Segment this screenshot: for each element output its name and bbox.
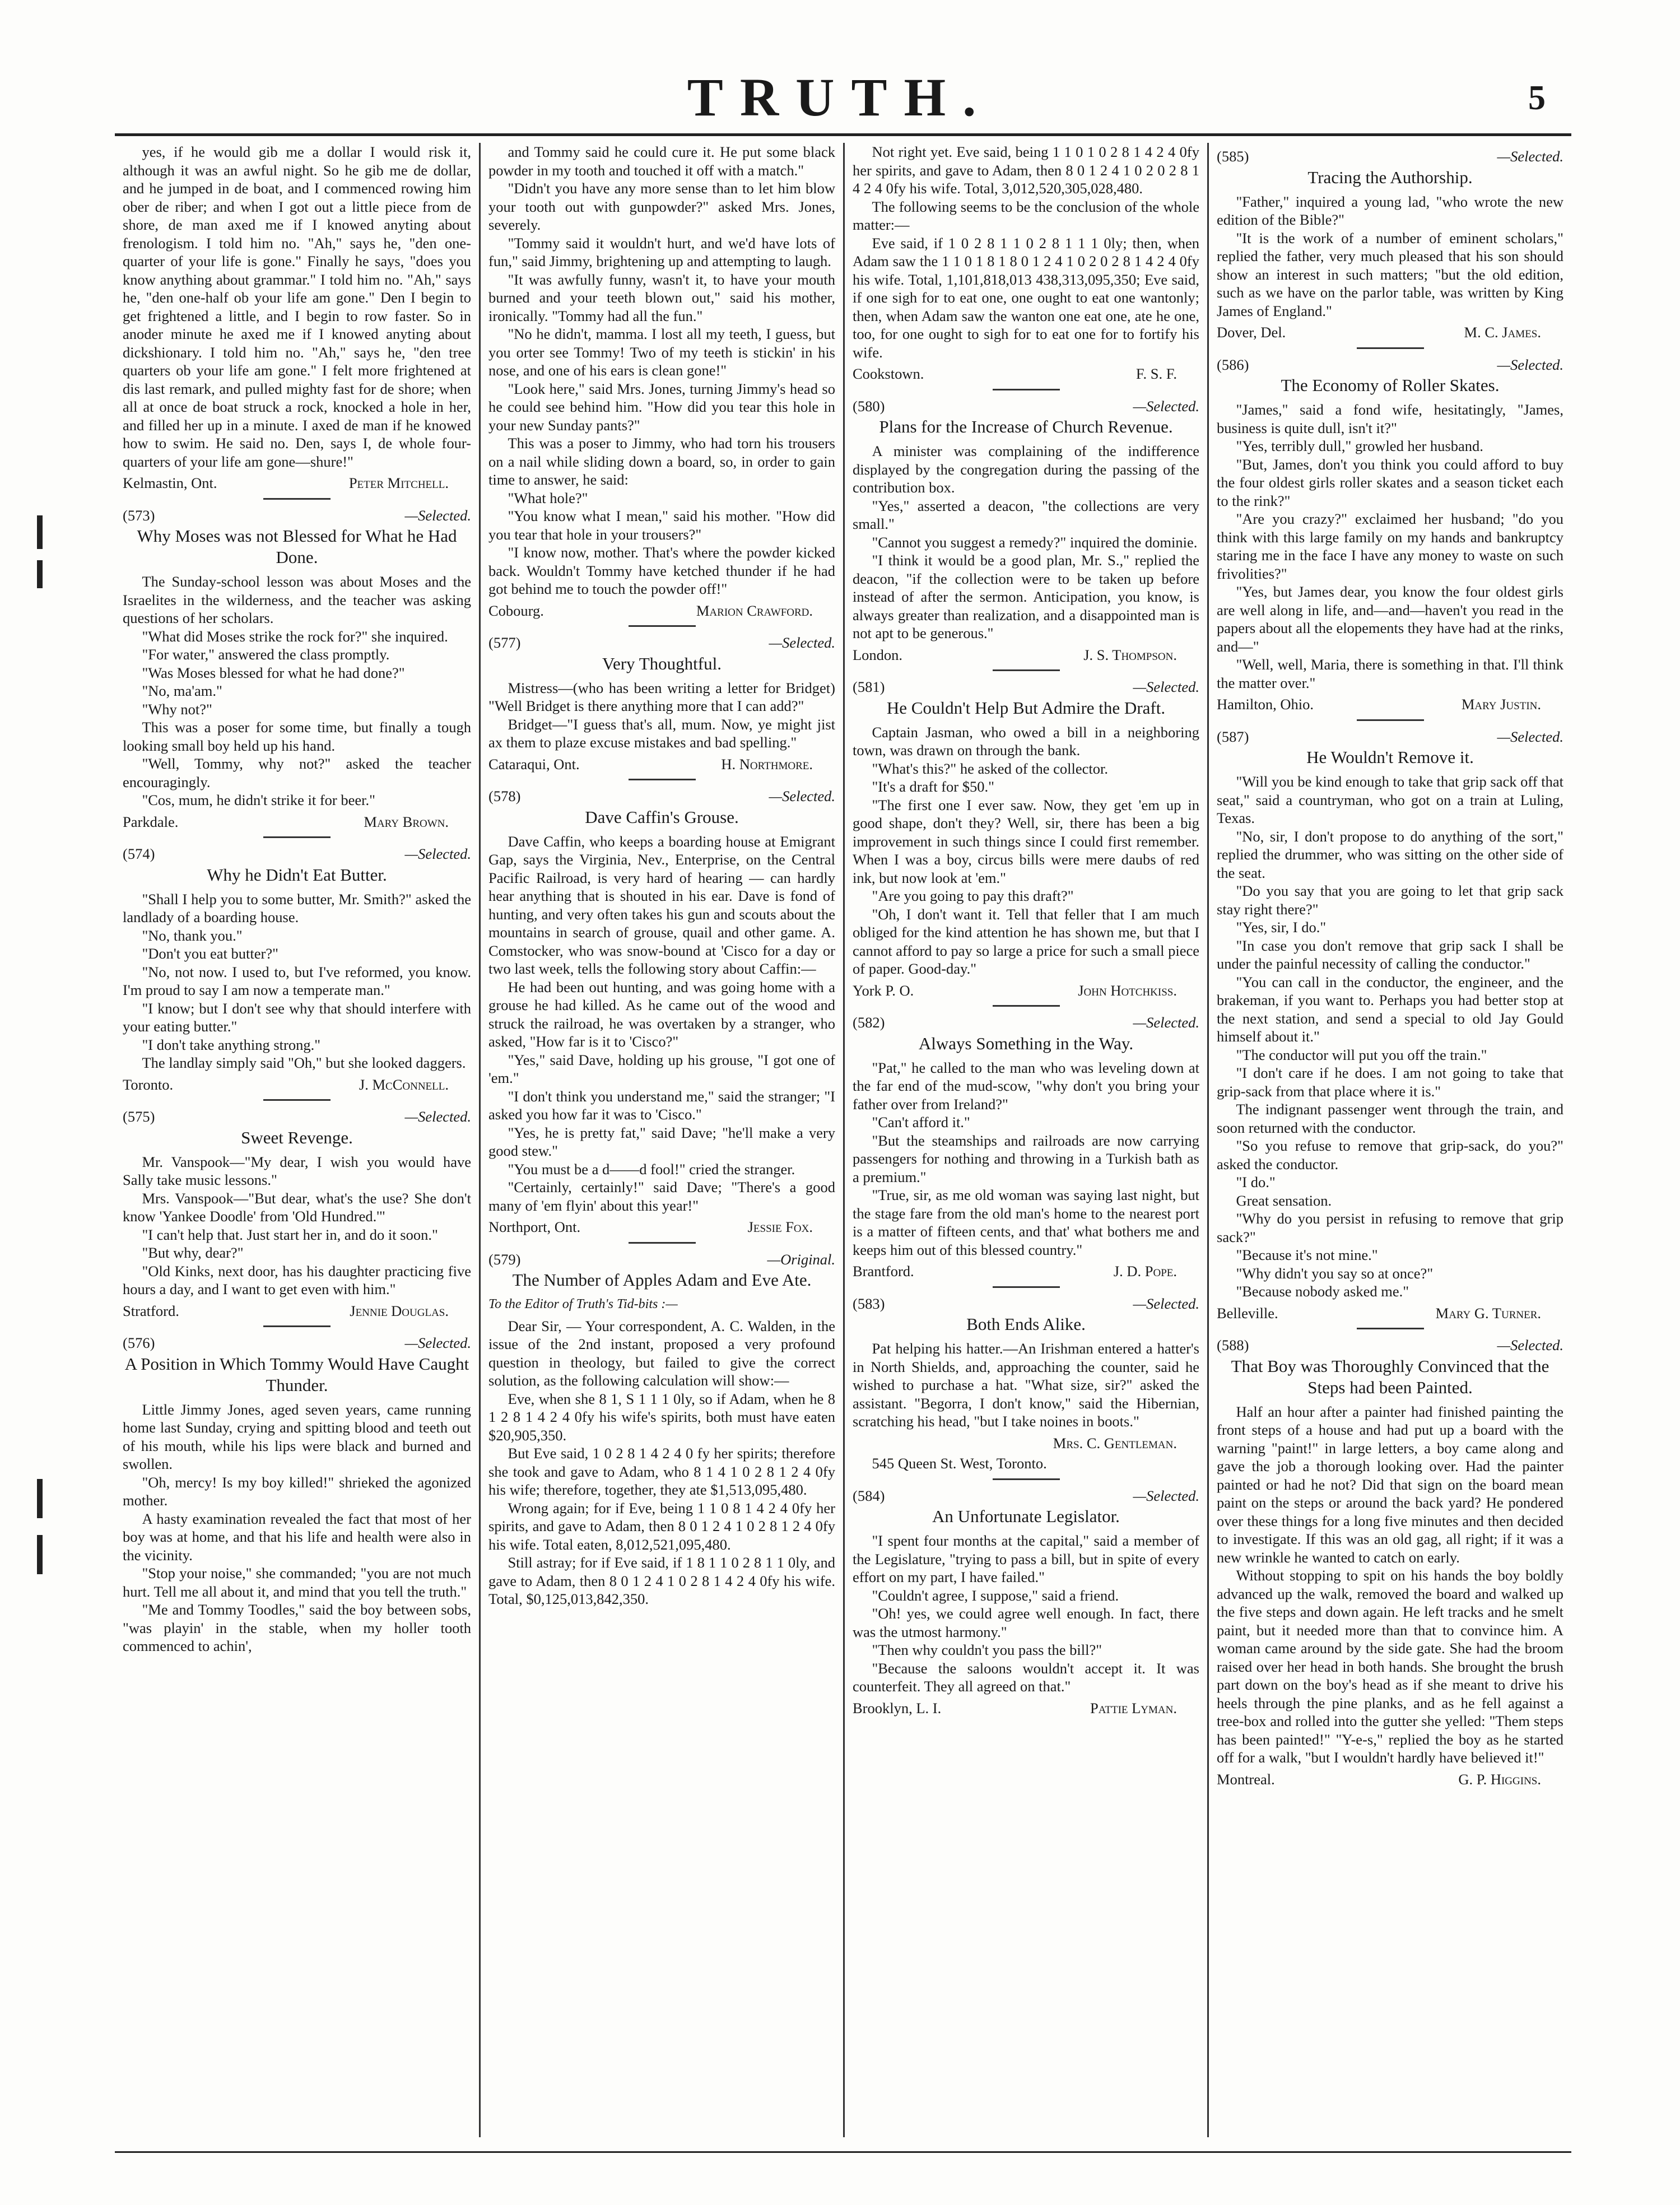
paragraph: "Stop your noise," she commanded; "you are not much hurt. Tell me all about it, and mind that you tell the truth." <box>123 1565 471 1600</box>
item-source: —Selected. <box>1497 1337 1563 1353</box>
paragraph: yes, if he would gib me a dollar I would risk it, although it was an awful night. So he gib me de dollar, and he jumped in de boat, and I commenced rowing him ober de riber; and when I got out a little piece from de shore, de man axed me if I knowed anyting about frenologism. I told him no. "Ah," says he, "den one-quarter of your life is gone." Finally he says, "does you know anything about grammar." I told him no. "Ah," says he, "den one-half ob your life am gone." Den I begin to get frightened a little, and I begin to row faster. So in anoder minute he axed me if I knowed anyting about dickshionary. I told him no. "Ah," says he, "den tree quarters ob your life am gone." I felt more frightened at dis last remark, and pulled mighty fast for de shore; when all at once de boat struck a rock, knocked a hole in her, and filled her up in a minute. I axed de man if he knowed how to swim. He said no. Den, says I, de whole four-quarters of your life am gone—shure!" <box>123 143 471 470</box>
item-source: —Selected. <box>404 845 471 862</box>
article-title: Sweet Revenge. <box>241 1127 353 1147</box>
paragraph: "No, thank you." <box>142 927 243 944</box>
column-1 <box>115 143 479 2137</box>
signature-place: Stratford. <box>123 1302 179 1319</box>
item-header <box>1217 728 1563 746</box>
signature <box>1217 1304 1563 1323</box>
signature <box>853 646 1199 664</box>
signature <box>1217 1770 1563 1789</box>
item-number: (579) <box>488 1250 521 1268</box>
paragraph: "Cannot you suggest a remedy?" inquired the dominie. <box>872 533 1198 551</box>
separator <box>1357 347 1424 349</box>
signature <box>853 1434 1199 1453</box>
paragraph: Wrong again; for if Eve, being 1 1 0 8 1 4 2 4 0fy her spirits, and gave to Adam, then 8 0 1 2 4 1 0 2 8 1 2 4 0fy his wife. Total eaten, 8,012,521,095,480. <box>488 1499 835 1553</box>
article-title: He Wouldn't Remove it. <box>1306 747 1474 767</box>
paragraph: "Yes, but James dear, you know the four oldest girls are well along in life, and—and—haven't you read in the papers about all the elopements they have had at the rinks, and—" <box>1217 583 1563 655</box>
paragraph: "Why not?" <box>142 700 212 718</box>
paragraph: "But the steamships and railroads are now carrying passengers for nothing and throwing in a Turkish bath as a premium." <box>853 1132 1199 1185</box>
separator <box>993 669 1060 671</box>
paragraph: The following seems to be the conclusion of the whole matter:— <box>853 198 1199 233</box>
margin-mark <box>37 560 43 588</box>
signature <box>1217 323 1563 342</box>
paragraph: "No, ma'am." <box>142 682 222 699</box>
item-number: (586) <box>1217 356 1249 373</box>
item-header <box>853 678 1199 696</box>
signature-place: Cookstown. <box>853 365 924 382</box>
item-number: (574) <box>123 845 155 862</box>
article-title: That Boy was Thoroughly Convinced that the Steps had been Painted. <box>1231 1356 1549 1397</box>
paragraph: Dave Caffin, who keeps a boarding house at Emigrant Gap, says the Virginia, Nev., Enterprise, on the Central Pacific Railroad, is very hard of hearing — can hardly hear anything that is shouted in his ear. Dave is fond of hunting, and very often takes his gun and scouts about the mountains in search of grouse, quail and other game. A. Comstocker, who was snow-bound at 'Cisco for a day or two last week, tells the following story about Caffin:— <box>488 832 835 977</box>
paragraph: "Was Moses blessed for what he had done?" <box>142 664 405 681</box>
signature-place: Dover, Del. <box>1217 324 1286 341</box>
paragraph: "Father," inquired a young lad, "who wrote the new edition of the Bible?" <box>1217 193 1563 228</box>
signature-place: Brooklyn, L. I. <box>853 1699 942 1716</box>
paragraph: "I know now, mother. That's where the powder kicked back. Wouldn't Tommy have ketched thunder if he had got behind me to touch the powder off!" <box>488 544 835 597</box>
article-title: The Number of Apples Adam and Eve Ate. <box>512 1270 812 1290</box>
paragraph: "It's a draft for $50." <box>872 778 994 795</box>
signature <box>488 755 835 774</box>
paragraph: "I think it would be a good plan, Mr. S.," replied the deacon, "if the collection were to be taken up before instead of after the sermon. Anticipation, you know, is always greater than realization, and a disappointed man is not apt to be generous." <box>853 552 1199 641</box>
paragraph: The Sunday-school lesson was about Moses and the Israelites in the wilderness, and the teacher was asking questions of her scholars. <box>123 573 471 626</box>
item-number: (581) <box>853 678 885 695</box>
paragraph: He had been out hunting, and was going home with a grouse he had killed. As he came out of the wood and struck the railroad, he was overtaken by a stranger, who asked, "How far is it to 'Cisco?" <box>488 978 835 1050</box>
item-source: —Selected. <box>1133 1295 1199 1312</box>
separator <box>1357 719 1424 721</box>
article-title: Plans for the Increase of Church Revenue. <box>879 417 1173 436</box>
paragraph: The indignant passenger went through the train, and soon returned with the conductor. <box>1217 1101 1563 1136</box>
paragraph: "It was awfully funny, wasn't it, to have your mouth burned and your teeth blown out," said his mother, ironically. "Tommy had all the fun." <box>488 271 835 324</box>
item-header <box>1217 147 1563 166</box>
paragraph: Pat helping his hatter.—An Irishman entered a hatter's in North Shields, and, approaching the counter, said he wished to purchase a hat. "What size, sir?" asked the assistant. "Begorra, I don't know," said the Hibernian, scratching his head, "but I take noines in boots." <box>853 1340 1199 1430</box>
paragraph: "What did Moses strike the rock for?" she inquired. <box>142 627 448 645</box>
signature-place: Cataraqui, Ont. <box>488 755 580 773</box>
letter-salutation: To the Editor of Truth's Tid-bits :— <box>488 1297 678 1311</box>
signature <box>123 1302 471 1320</box>
article-title: Why Moses was not Blessed for What he Had Done. <box>137 526 457 567</box>
paragraph: "Are you crazy?" exclaimed her husband; "do you think with this large family on my hands and bankruptcy staring me in the face I have any money to waste on such frivolities?" <box>1217 510 1563 582</box>
separator <box>1357 1328 1424 1329</box>
paragraph: A minister was complaining of the indifference displayed by the congregation during the passing of the contribution box. <box>853 443 1199 496</box>
item-header <box>488 634 835 652</box>
paragraph: "Why do you persist in refusing to remove that grip sack?" <box>1217 1210 1563 1245</box>
paragraph: "Will you be kind enough to take that grip sack off that seat," said a countryman, who got on a train at Luling, Texas. <box>1217 773 1563 826</box>
signature <box>123 813 471 831</box>
item-source: —Selected. <box>404 1334 471 1351</box>
paragraph: "Yes, he is pretty fat," said Dave; "he'll make a very good stew." <box>488 1124 835 1159</box>
paragraph: "Well, Tommy, why not?" asked the teacher encouragingly. <box>123 755 471 790</box>
item-number: (576) <box>123 1334 155 1351</box>
paragraph: Not right yet. Eve said, being 1 1 0 1 0 2 8 1 4 2 4 0fy her spirits, and gave to Adam, then 8 0 1 2 4 1 0 2 0 2 8 1 4 2 4 0fy his wife. Total, 3,012,520,305,028,480. <box>853 143 1199 197</box>
paragraph: "Do you say that you are going to let that grip sack stay right there?" <box>1217 882 1563 918</box>
item-header <box>853 1013 1199 1032</box>
item-header <box>1217 1336 1563 1355</box>
paragraph: "Oh, mercy! Is my boy killed!" shrieked the agonized mother. <box>123 1473 471 1509</box>
signature-name: Jennie Douglas. <box>350 1302 449 1319</box>
paragraph: "For water," answered the class promptly. <box>142 646 390 663</box>
item-header <box>123 1108 471 1126</box>
paragraph: "You know what I mean," said his mother. "How did you tear that hole in your trousers?" <box>488 508 835 543</box>
article-title: Dave Caffin's Grouse. <box>585 807 739 827</box>
item-header <box>488 1250 835 1269</box>
item-header <box>853 397 1199 416</box>
paragraph: Dear Sir, — Your correspondent, A. C. Walden, in the issue of the 2nd instant, proposed a very profound question in theology, but failed to give the correct solution, as the following calculation will show:— <box>488 1317 835 1389</box>
paragraph: "Me and Tommy Toodles," said the boy between sobs, "was playin' in the stable, when my holler tooth commenced to achin', <box>123 1601 471 1654</box>
signature <box>853 365 1199 383</box>
signature <box>853 981 1199 1000</box>
signature-name: Jessie Fox. <box>747 1218 813 1235</box>
paragraph: "I do." <box>1236 1174 1276 1190</box>
signature <box>853 1699 1199 1718</box>
article-title: Both Ends Alike. <box>966 1314 1086 1334</box>
signature-name: Mary G. Turner. <box>1435 1304 1541 1322</box>
article-title: Why he Didn't Eat Butter. <box>207 864 387 885</box>
article-title: Tracing the Authorship. <box>1307 167 1473 187</box>
item-source: —Selected. <box>1133 678 1199 695</box>
paragraph: "It is the work of a number of eminent scholars," replied the father, very much pleased that his son should show an interest in such matters; "but the old edition, such as we have on the parlor table, was written by King James of England." <box>1217 229 1563 319</box>
paragraph: "Don't you eat butter?" <box>142 945 278 962</box>
paragraph: But Eve said, 1 0 2 8 1 4 2 4 0 fy her spirits; therefore she took and gave to Adam, who 8 1 4 1 0 2 8 1 2 4 0fy his wife; therefore, together, they ate $1,513,095,480. <box>488 1445 835 1498</box>
bottom-rule <box>115 2151 1571 2153</box>
item-number: (577) <box>488 634 521 651</box>
paragraph: Half an hour after a painter had finished painting the front steps of a house and had put up a board with the warning "paint!" in large letters, a boy came along and gave the job a thorough looking over. Had the painter painted or had he not? Did that sign on the board mean paint on the steps or around the back yard? He pondered over these things for a long five minutes and then decided to investigate. If this was an old gag, all right; if it was a new wrinkle he wanted to catch on early. <box>1217 1403 1563 1566</box>
paragraph: and Tommy said he could cure it. He put some black powder in my tooth and touched it off with a match." <box>488 143 835 179</box>
item-header <box>123 845 471 863</box>
paragraph: "No, not now. I used to, but I've reformed, you know. I'm proud to say I am now a temperate man." <box>123 963 471 998</box>
paragraph: "What's this?" he asked of the collector. <box>872 760 1109 777</box>
paragraph: "Why didn't you say so at once?" <box>1236 1264 1434 1282</box>
paragraph: "But why, dear?" <box>142 1244 244 1261</box>
paragraph: "Certainly, certainly!" said Dave; "There's a good many of 'em flyin' about this year!" <box>488 1179 835 1214</box>
paragraph: Eve said, if 1 0 2 8 1 1 0 2 8 1 1 1 0ly; then, when Adam saw the 1 1 0 1 8 1 8 0 1 2 4 1 0 2 0 2 8 1 4 2 4 0fy his wife. Total, 1,101,818,013 438,313,095,350; Eve said, if one sigh for to eat one, one ought to eat one wantonly; then, when Adam saw the wanton one eat one, ate he one, too, for one ought to sigh for to eat one for to fortify his wife. <box>853 234 1199 361</box>
separator <box>263 1099 331 1101</box>
paragraph: "What hole?" <box>508 489 588 506</box>
paragraph: Bridget—"I guess that's all, mum. Now, ye might jist ax them to plaze excuse mistakes and bad spelling." <box>488 715 835 751</box>
signature-place: Parkdale. <box>123 813 179 830</box>
signature-place: London. <box>853 646 903 663</box>
signature-name: John Hotchkiss. <box>1078 981 1177 999</box>
paragraph: "Oh, I don't want it. Tell that feller that I am much obliged for the kind attention he has shown me, but that I cannot afford to pay so large a price for such a small piece of paper. Good-day." <box>853 905 1199 977</box>
signature-place: Kelmastin, Ont. <box>123 475 217 491</box>
separator <box>993 1478 1060 1480</box>
paragraph: Mr. Vanspook—"My dear, I wish you would have Sally take music lessons." <box>123 1153 471 1188</box>
item-number: (587) <box>1217 728 1249 745</box>
signature <box>123 474 471 492</box>
item-header <box>123 506 471 525</box>
article-title: Always Something in the Way. <box>918 1033 1134 1053</box>
item-number: (573) <box>123 506 155 524</box>
signature <box>488 602 835 620</box>
item-header <box>853 1295 1199 1313</box>
item-source: —Selected. <box>1497 728 1563 745</box>
item-number: (584) <box>853 1487 885 1504</box>
paragraph: "I spent four months at the capital," said a member of the Legislature, "trying to pass a bill, but in spite of every effort on my part, I have failed." <box>853 1532 1199 1585</box>
paragraph: "The first one I ever saw. Now, they get 'em up in good shape, don't they? Well, sir, there has been a big improvement in such things since I could first remember. When I was a boy, circus bills were mere daubs of red ink, but now look at 'em." <box>853 796 1199 886</box>
paragraph: "Pat," he called to the man who was leveling down at the far end of the mud-scow, "why don't you bring your father over from Ireland?" <box>853 1059 1199 1113</box>
paragraph: "Yes, sir, I do." <box>1236 919 1327 936</box>
paragraph: "Tommy said it wouldn't hurt, and we'd have lots of fun," said Jimmy, brightening up and attempting to laugh. <box>488 234 835 269</box>
signature-name: Mrs. C. Gentleman. <box>1053 1434 1177 1452</box>
item-number: (588) <box>1217 1337 1249 1353</box>
paragraph: Without stopping to spit on his hands the boy boldly advanced up the walk, removed the board and walked up the five steps and down again. He left tracks and he smelt paint, but it needed more than that to convince him. A woman came around by the side gate. She had the broom raised over her head in both hands. She brought the brush part down on the boy's head as if she meant to drive his heels through the pine planks, and as he fell against a tree-box and rolled into the gutter she yelled: "Them steps has been painted!" "Y-e-s," replied the boy as he started off for a walk, "but I wouldn't hardly have believed it!" <box>1217 1567 1563 1766</box>
signature-name: Marion Crawford. <box>696 602 813 619</box>
paragraph: Captain Jasman, who owed a bill in a neighboring town, was drawn on through the bank. <box>853 723 1199 759</box>
paragraph: A hasty examination revealed the fact that most of her boy was at home, and that his life and health were also in the vicinity. <box>123 1510 471 1564</box>
paragraph: "I can't help that. Just start her in, and do it soon." <box>142 1226 438 1243</box>
paragraph: "Shall I help you to some butter, Mr. Smith?" asked the landlady of a boarding house. <box>123 890 471 925</box>
paragraph: "Because the saloons wouldn't accept it. It was counterfeit. They all agreed on that." <box>853 1659 1199 1695</box>
separator <box>629 1242 696 1244</box>
article-title: Very Thoughtful. <box>602 653 722 673</box>
paragraph: "Cos, mum, he didn't strike it for beer." <box>142 792 375 808</box>
article-title: An Unfortunate Legislator. <box>932 1506 1120 1526</box>
signature <box>1217 695 1563 714</box>
item-header <box>1217 356 1563 374</box>
article-title: A Position in Which Tommy Would Have Caught Thunder. <box>124 1353 469 1395</box>
paragraph: Mrs. Vanspook—"But dear, what's the use? She don't know 'Yankee Doodle' from 'Old Hundred.'" <box>123 1189 471 1225</box>
page-number: 5 <box>1528 79 1546 117</box>
paragraph: "So you refuse to remove that grip-sack, do you?" asked the conductor. <box>1217 1137 1563 1173</box>
paragraph: "Couldn't agree, I suppose," said a friend. <box>872 1587 1119 1604</box>
item-source: —Selected. <box>1133 397 1199 415</box>
item-source: —Selected. <box>769 634 835 651</box>
paragraph: "Yes, terribly dull," growled her husband. <box>1236 438 1483 454</box>
item-number: (578) <box>488 788 521 804</box>
newspaper-columns <box>115 143 1571 2137</box>
signature-place: York P. O. <box>853 981 914 999</box>
paragraph: "The conductor will put you off the train." <box>1236 1046 1487 1063</box>
signature-name: J. S. Thompson. <box>1083 646 1177 663</box>
paragraph: "No, sir, I don't propose to do anything of the sort," replied the drummer, who was sitting on the other side of the seat. <box>1217 827 1563 881</box>
separator <box>993 389 1060 390</box>
paragraph: "Yes," asserted a deacon, "the collections are very small." <box>853 497 1199 532</box>
item-source: —Selected. <box>1497 148 1563 165</box>
paragraph: Still astray; for if Eve said, if 1 8 1 1 0 2 8 1 1 0ly, and gave to Adam, then 8 0 1 2 4 1 0 2 8 1 4 2 4 0fy his wife. Total, $0,125,013,842,350. <box>488 1554 835 1607</box>
paragraph: 545 Queen St. West, Toronto. <box>872 1455 1047 1472</box>
item-source: —Selected. <box>404 1108 471 1125</box>
item-source: —Selected. <box>1497 356 1563 373</box>
column-2 <box>479 143 843 2137</box>
column-3 <box>843 143 1207 2137</box>
signature-place: Toronto. <box>123 1076 174 1093</box>
paragraph: "I don't think you understand me," said the stranger; "I asked you how far it was to 'Cisco." <box>488 1087 835 1123</box>
paragraph: "Yes," said Dave, holding up his grouse, "I got one of 'em." <box>488 1051 835 1086</box>
signature-place: Northport, Ont. <box>488 1218 581 1235</box>
masthead: TRUTH. <box>687 67 993 127</box>
paragraph: "Old Kinks, next door, has his daughter practicing five hours a day, and I want to get even with him." <box>123 1262 471 1297</box>
paragraph: "Well, well, Maria, there is something in that. I'll think the matter over." <box>1217 656 1563 691</box>
paragraph: "No he didn't, mamma. I lost all my teeth, I guess, but you orter see Tommy! Two of my teeth is stickin' in his nose, and one of his ears is clean gone!" <box>488 325 835 379</box>
signature-place: Hamilton, Ohio. <box>1217 696 1314 713</box>
paragraph: Eve, when she 8 1, S 1 1 1 0ly, so if Adam, when he 8 1 2 8 1 4 2 4 0fy his wife's spirits, both must have eaten $20,905,350. <box>488 1390 835 1444</box>
paragraph: Mistress—(who has been writing a letter for Bridget) "Well Bridget is there anything more that I can add?" <box>488 679 835 714</box>
signature-name: F. S. F. <box>1135 365 1177 382</box>
paragraph: "You must be a d——d fool!" cried the stranger. <box>508 1160 795 1178</box>
paragraph: "Because nobody asked me." <box>1236 1283 1409 1300</box>
signature-name: J. D. Pope. <box>1113 1263 1177 1280</box>
column-4 <box>1207 143 1571 2137</box>
signature-place: Montreal. <box>1217 1770 1275 1788</box>
paragraph: "Didn't you have any more sense than to let him blow your tooth out with gunpowder?" asked Mrs. Jones, severely. <box>488 180 835 233</box>
signature-name: Mary Justin. <box>1461 696 1541 713</box>
top-rule <box>115 133 1571 136</box>
signature <box>488 1218 835 1236</box>
paragraph: "Can't afford it." <box>872 1114 970 1131</box>
paragraph: The landlay simply said "Oh," but she looked daggers. <box>142 1054 466 1071</box>
separator <box>263 1325 331 1327</box>
separator <box>629 779 696 780</box>
paragraph: "Look here," said Mrs. Jones, turning Jimmy's head so he could see behind him. "How did you tear this hole in your new Sunday pants?" <box>488 380 835 434</box>
item-source: —Selected. <box>1133 1014 1199 1031</box>
paragraph: "Are you going to pay this draft?" <box>872 887 1074 904</box>
paragraph: "True, sir, as me old woman was saying last night, but the stage fare from the old man's home to the nearest port is a matter of fifteen cents, and that' what bothers me and keeps him out of this blessed country." <box>853 1187 1199 1258</box>
item-number: (582) <box>853 1014 885 1031</box>
signature-place: Brantford. <box>853 1263 914 1280</box>
paragraph: Little Jimmy Jones, aged seven years, came running home last Sunday, crying and spitting blood and teeth out of his mouth, while his lips were black and burned and swollen. <box>123 1401 471 1472</box>
paragraph: "Then why couldn't you pass the bill?" <box>872 1641 1102 1658</box>
paragraph: "I don't care if he does. I am not going to take that grip-sack from that place where it is." <box>1217 1064 1563 1100</box>
signature-name: G. P. Higgins. <box>1458 1770 1541 1788</box>
margin-mark <box>37 515 43 549</box>
paragraph: "James," said a fond wife, hesitatingly, "James, business is quite dull, isn't it?" <box>1217 401 1563 436</box>
paragraph: "In case you don't remove that grip sack I shall be under the painful necessity of calling the conductor." <box>1217 937 1563 972</box>
item-header <box>488 787 835 806</box>
paragraph: "You can call in the conductor, the engineer, and the brakeman, if you want to. Perhaps you had better stop at the next station, and send a special to old Jay Gould himself about it." <box>1217 973 1563 1045</box>
item-source: —Selected. <box>1133 1487 1199 1504</box>
signature <box>853 1262 1199 1281</box>
item-source: —Selected. <box>769 788 835 804</box>
item-source: —Selected. <box>404 506 471 524</box>
item-header <box>123 1334 471 1352</box>
item-number: (575) <box>123 1108 155 1125</box>
paragraph: This was a poser for some time, but finally a tough looking small boy held up his hand. <box>123 719 471 754</box>
item-header <box>853 1487 1199 1505</box>
separator <box>263 498 331 500</box>
signature-name: Peter Mitchell. <box>348 475 449 491</box>
item-source: —Original. <box>767 1250 835 1268</box>
signature-name: M. C. James. <box>1464 324 1541 341</box>
signature-name: H. Northmore. <box>721 755 813 773</box>
paragraph: "I don't take anything strong." <box>142 1036 321 1053</box>
signature-place: Cobourg. <box>488 602 544 619</box>
item-number: (585) <box>1217 148 1249 165</box>
article-title: The Economy of Roller Skates. <box>1281 375 1500 395</box>
signature-place: Belleville. <box>1217 1304 1278 1322</box>
signature-name: Mary Brown. <box>364 813 449 830</box>
separator <box>263 836 331 838</box>
separator <box>629 625 696 627</box>
item-number: (580) <box>853 397 885 415</box>
paragraph: "But, James, don't you think you could afford to buy the four oldest girls roller skates and a season ticket each to the rink?" <box>1217 455 1563 509</box>
paragraph: "I know; but I don't see why that should interfere with your eating butter." <box>123 999 471 1035</box>
signature-name: J. McConnell. <box>359 1076 449 1093</box>
margin-mark <box>37 1479 43 1518</box>
margin-mark <box>37 1535 43 1574</box>
paragraph: "Because it's not mine." <box>1236 1246 1378 1263</box>
paragraph: "Oh! yes, we could agree well enough. In fact, there was the utmost harmony." <box>853 1605 1199 1640</box>
signature-name: Pattie Lyman. <box>1090 1699 1177 1716</box>
paragraph: This was a poser to Jimmy, who had torn his trousers on a nail while sliding down a board, so, in order to gain time to answer, he said: <box>488 435 835 488</box>
separator <box>993 1005 1060 1007</box>
paragraph: Great sensation. <box>1236 1192 1332 1209</box>
signature <box>123 1076 471 1094</box>
item-number: (583) <box>853 1295 885 1312</box>
article-title: He Couldn't Help But Admire the Draft. <box>886 697 1166 718</box>
separator <box>993 1286 1060 1288</box>
